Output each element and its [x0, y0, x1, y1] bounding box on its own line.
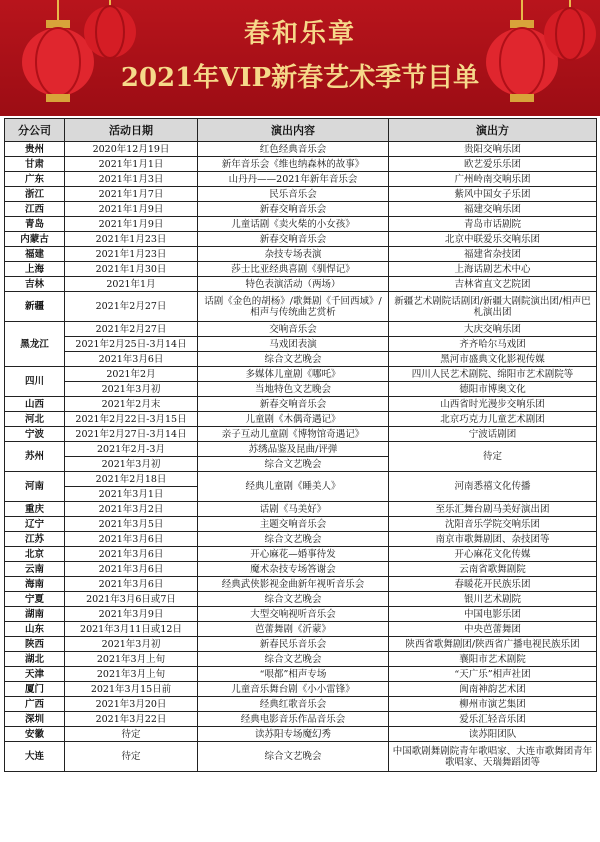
cell-content: 读苏阳专场魔幻秀 [198, 727, 389, 742]
cell-content: 儿童音乐舞台剧《小小雷锋》 [198, 682, 389, 697]
cell-content: 当地特色文艺晚会 [198, 382, 389, 397]
cell-date: 2021年3月5日 [65, 517, 198, 532]
cell-date: 2021年3月1日 [65, 487, 198, 502]
cell-performer: 河南悉禧文化传播 [389, 472, 597, 502]
cell-content: 山丹丹——2021年新年音乐会 [198, 172, 389, 187]
table-header-row [5, 119, 597, 142]
cell-performer: 四川人民艺术剧院、绵阳市艺术剧院等 [389, 367, 597, 382]
cell-performer: 上海话剧艺术中心 [389, 262, 597, 277]
cell-content: 综合文艺晚会 [198, 532, 389, 547]
cell-company: 陕西 [5, 637, 65, 652]
table-row [5, 232, 597, 247]
cell-performer: 宁波话剧团 [389, 427, 597, 442]
cell-performer: 银川艺术剧院 [389, 592, 597, 607]
cell-content: 芭蕾舞剧《沂蒙》 [198, 622, 389, 637]
cell-company: 湖北 [5, 652, 65, 667]
cell-date: 2021年2月末 [65, 397, 198, 412]
column-header-company: 分公司 [5, 119, 65, 142]
table-row [5, 202, 597, 217]
cell-company: 上海 [5, 262, 65, 277]
cell-performer: 至乐汇舞台剧马美好演出团 [389, 502, 597, 517]
cell-content: 新春民乐音乐会 [198, 637, 389, 652]
table-row [5, 682, 597, 697]
cell-date: 待定 [65, 742, 198, 772]
cell-company: 苏州 [5, 442, 65, 472]
cell-performer: 陕西省歌舞剧团/陕西省广播电视民族乐团 [389, 637, 597, 652]
cell-performer: 德阳市博奥文化 [389, 382, 597, 397]
cell-performer: 中国歌剧舞剧院青年歌唱家、大连市歌舞团青年歌唱家、天瑞舞蹈团等 [389, 742, 597, 772]
cell-performer: 南京市歌舞剧团、杂技团等 [389, 532, 597, 547]
table-row [5, 262, 597, 277]
cell-content: 经典武侠影视金曲新年视听音乐会 [198, 577, 389, 592]
cell-date: 2021年1月9日 [65, 217, 198, 232]
cell-date: 2021年1月1日 [65, 157, 198, 172]
cell-performer: 云南省歌舞剧院 [389, 562, 597, 577]
column-header-content: 演出内容 [198, 119, 389, 142]
cell-date: 2021年3月6日 [65, 577, 198, 592]
cell-content: 主题交响音乐会 [198, 517, 389, 532]
table-row [5, 397, 597, 412]
cell-company: 海南 [5, 577, 65, 592]
table-row [5, 667, 597, 682]
cell-company: 福建 [5, 247, 65, 262]
cell-content: 新年音乐会《维也纳森林的故事》 [198, 157, 389, 172]
cell-company: 重庆 [5, 502, 65, 517]
cell-performer: 中国电影乐团 [389, 607, 597, 622]
cell-content: 苏绣品鉴及昆曲/评弹 [198, 442, 389, 457]
cell-company: 山西 [5, 397, 65, 412]
cell-content: 大型交响视听音乐会 [198, 607, 389, 622]
cell-company: 宁夏 [5, 592, 65, 607]
cell-company: 宁波 [5, 427, 65, 442]
cell-content: 亲子互动儿童剧《博物馆奇遇记》 [198, 427, 389, 442]
cell-performer: 紫风中国女子乐团 [389, 187, 597, 202]
cell-company: 江苏 [5, 532, 65, 547]
cell-date: 2021年2月-3月 [65, 442, 198, 457]
cell-content: 莎士比亚经典喜剧《驯悍记》 [198, 262, 389, 277]
cell-performer: 大庆交响乐团 [389, 322, 597, 337]
cell-content: 经典儿童剧《睡美人》 [198, 472, 389, 502]
cell-performer: 待定 [389, 442, 597, 472]
cell-company: 四川 [5, 367, 65, 397]
table-row [5, 217, 597, 232]
cell-performer: 读苏阳团队 [389, 727, 597, 742]
cell-performer: 北京中联爱乐交响乐团 [389, 232, 597, 247]
cell-company: 深圳 [5, 712, 65, 727]
table-row [5, 712, 597, 727]
cell-content: 多媒体儿童剧《哪吒》 [198, 367, 389, 382]
table-row [5, 562, 597, 577]
cell-company: 安徽 [5, 727, 65, 742]
title-sub: 2021年VIP新春艺术季节目单 [120, 63, 480, 93]
cell-performer: 春暖花开民族乐团 [389, 577, 597, 592]
table-row [5, 277, 597, 292]
table-row [5, 352, 597, 367]
cell-content: 马戏团表演 [198, 337, 389, 352]
cell-company: 甘肃 [5, 157, 65, 172]
cell-content: 话剧《金色的胡杨》/歌舞剧《千回西域》/相声与传统曲艺赏析 [198, 292, 389, 322]
table-row [5, 577, 597, 592]
cell-performer: 闽南神韵艺术团 [389, 682, 597, 697]
cell-performer: 福建省杂技团 [389, 247, 597, 262]
cell-date: 2021年1月23日 [65, 247, 198, 262]
cell-content: 儿童话剧《卖火柴的小女孩》 [198, 217, 389, 232]
table-row [5, 337, 597, 352]
cell-company: 厦门 [5, 682, 65, 697]
cell-company: 浙江 [5, 187, 65, 202]
cell-performer: 黑河市盛典文化影视传媒 [389, 352, 597, 367]
cell-date: 2021年2月27日 [65, 292, 198, 322]
cell-content: 魔术杂技专场答谢会 [198, 562, 389, 577]
cell-company: 天津 [5, 667, 65, 682]
table-row [5, 592, 597, 607]
cell-date: 2021年2月 [65, 367, 198, 382]
cell-date: 2021年2月25日-3月14日 [65, 337, 198, 352]
cell-date: 2021年3月初 [65, 382, 198, 397]
cell-content: 综合文艺晚会 [198, 742, 389, 772]
cell-company: 江西 [5, 202, 65, 217]
cell-company: 大连 [5, 742, 65, 772]
cell-content: 特色表演活动（两场） [198, 277, 389, 292]
cell-content: 杂技专场表演 [198, 247, 389, 262]
cell-company: 山东 [5, 622, 65, 637]
cell-performer: 爱乐汇轻音乐团 [389, 712, 597, 727]
table-row [5, 412, 597, 427]
table-row [5, 652, 597, 667]
table-row [5, 382, 597, 397]
cell-date: 2021年3月初 [65, 457, 198, 472]
cell-company: 北京 [5, 547, 65, 562]
cell-date: 2021年3月6日 [65, 562, 198, 577]
cell-date: 2021年3月11日或12日 [65, 622, 198, 637]
cell-content: 经典电影音乐作品音乐会 [198, 712, 389, 727]
table-body [5, 142, 597, 772]
cell-performer: 贵阳交响乐团 [389, 142, 597, 157]
cell-date: 2021年3月9日 [65, 607, 198, 622]
cell-date: 2021年1月23日 [65, 232, 198, 247]
column-header-performer: 演出方 [389, 119, 597, 142]
cell-company: 河北 [5, 412, 65, 427]
cell-content: 综合文艺晚会 [198, 457, 389, 472]
cell-performer: 北京巧克力儿童艺术剧团 [389, 412, 597, 427]
table-row [5, 742, 597, 772]
table-row [5, 532, 597, 547]
cell-performer: 欧艺爱乐乐团 [389, 157, 597, 172]
cell-content: 开心麻花—婚事待发 [198, 547, 389, 562]
cell-date: 2021年3月6日 [65, 532, 198, 547]
table-row [5, 187, 597, 202]
cell-date: 2021年3月初 [65, 637, 198, 652]
cell-content: 交响音乐会 [198, 322, 389, 337]
cell-performer: 齐齐哈尔马戏团 [389, 337, 597, 352]
cell-company: 云南 [5, 562, 65, 577]
cell-performer: “天广乐”相声社团 [389, 667, 597, 682]
cell-company: 辽宁 [5, 517, 65, 532]
cell-date: 2021年1月 [65, 277, 198, 292]
table-row [5, 547, 597, 562]
table-row [5, 517, 597, 532]
cell-date: 2021年3月15日前 [65, 682, 198, 697]
table-row [5, 727, 597, 742]
cell-company: 广西 [5, 697, 65, 712]
cell-content: 红色经典音乐会 [198, 142, 389, 157]
table-row [5, 697, 597, 712]
cell-performer: 开心麻花文化传媒 [389, 547, 597, 562]
table-row [5, 442, 597, 457]
cell-date: 2021年3月上旬 [65, 652, 198, 667]
table-row [5, 367, 597, 382]
program-table [4, 118, 597, 772]
cell-content: “哏都”相声专场 [198, 667, 389, 682]
cell-content: 经典红歌音乐会 [198, 697, 389, 712]
cell-date: 2021年2月27日-3月14日 [65, 427, 198, 442]
cell-date: 2021年3月6日或7日 [65, 592, 198, 607]
cell-company: 河南 [5, 472, 65, 502]
cell-performer: 山西省时光漫步交响乐团 [389, 397, 597, 412]
table-row [5, 322, 597, 337]
table-row [5, 607, 597, 622]
title-main: 春和乐章 [243, 19, 356, 49]
cell-date: 2021年1月30日 [65, 262, 198, 277]
cell-content: 新春交响音乐会 [198, 202, 389, 217]
cell-content: 民乐音乐会 [198, 187, 389, 202]
table-row [5, 637, 597, 652]
cell-content: 综合文艺晚会 [198, 592, 389, 607]
cell-content: 综合文艺晚会 [198, 352, 389, 367]
table-row [5, 157, 597, 172]
cell-company: 黑龙江 [5, 322, 65, 367]
cell-company: 新疆 [5, 292, 65, 322]
cell-performer: 新疆艺术剧院话剧团/新疆大剧院演出团/相声巴札演出团 [389, 292, 597, 322]
table-row [5, 142, 597, 157]
table-row [5, 172, 597, 187]
cell-date: 2021年3月上旬 [65, 667, 198, 682]
cell-date: 2021年2月18日 [65, 472, 198, 487]
cell-content: 综合文艺晚会 [198, 652, 389, 667]
cell-date: 2021年3月2日 [65, 502, 198, 517]
table-row [5, 622, 597, 637]
cell-performer: 中央芭蕾舞团 [389, 622, 597, 637]
cell-performer: 沈阳音乐学院交响乐团 [389, 517, 597, 532]
cell-content: 话剧《马美好》 [198, 502, 389, 517]
cell-company: 广东 [5, 172, 65, 187]
table-row [5, 247, 597, 262]
cell-date: 2021年3月6日 [65, 547, 198, 562]
cell-date: 2021年2月22日-3月15日 [65, 412, 198, 427]
cell-content: 新春交响音乐会 [198, 397, 389, 412]
cell-date: 2021年1月7日 [65, 187, 198, 202]
cell-performer: 青岛市话剧院 [389, 217, 597, 232]
table-row [5, 427, 597, 442]
cell-company: 青岛 [5, 217, 65, 232]
cell-company: 贵州 [5, 142, 65, 157]
cell-date: 2020年12月19日 [65, 142, 198, 157]
cell-date: 2021年3月6日 [65, 352, 198, 367]
cell-performer: 襄阳市艺术剧院 [389, 652, 597, 667]
cell-performer: 福建交响乐团 [389, 202, 597, 217]
column-header-date: 活动日期 [65, 119, 198, 142]
cell-date: 待定 [65, 727, 198, 742]
cell-content: 新春交响音乐会 [198, 232, 389, 247]
cell-content: 儿童剧《木偶奇遇记》 [198, 412, 389, 427]
cell-company: 内蒙古 [5, 232, 65, 247]
header-banner [0, 0, 600, 116]
cell-performer: 柳州市演艺集团 [389, 697, 597, 712]
table-row [5, 472, 597, 487]
cell-date: 2021年3月20日 [65, 697, 198, 712]
cell-performer: 吉林省直文艺院团 [389, 277, 597, 292]
cell-company: 湖南 [5, 607, 65, 622]
cell-date: 2021年1月9日 [65, 202, 198, 217]
cell-performer: 广州岭南交响乐团 [389, 172, 597, 187]
cell-date: 2021年3月22日 [65, 712, 198, 727]
table-row [5, 292, 597, 322]
table-row [5, 502, 597, 517]
cell-company: 吉林 [5, 277, 65, 292]
cell-date: 2021年2月27日 [65, 322, 198, 337]
cell-date: 2021年1月3日 [65, 172, 198, 187]
